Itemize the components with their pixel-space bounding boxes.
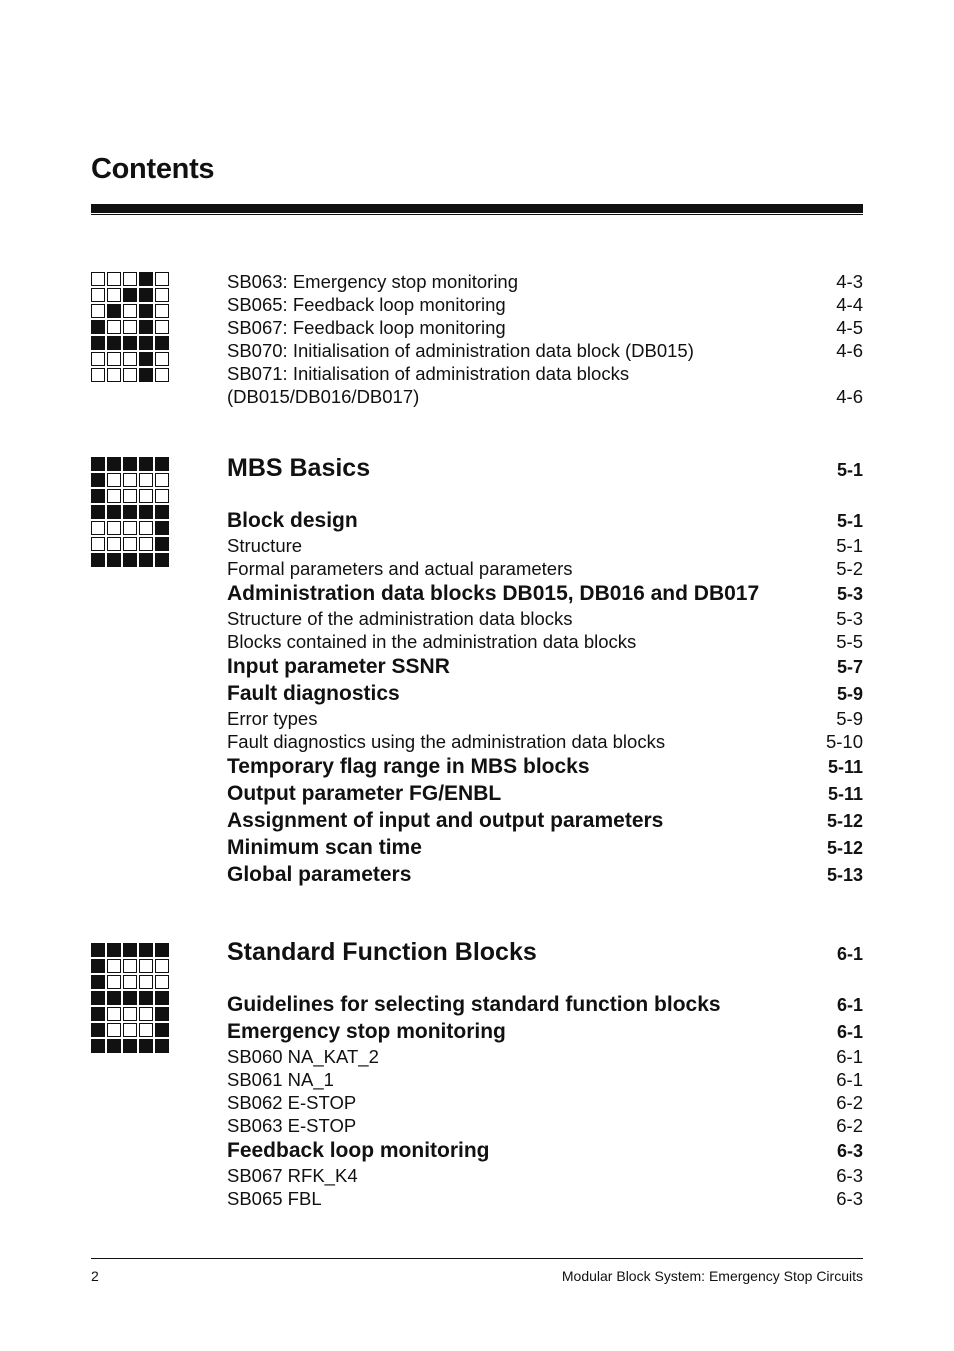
- toc-entry-title: Input parameter SSNR: [227, 655, 450, 678]
- toc-heading[interactable]: [227, 834, 863, 861]
- grid-cell-filled: [123, 457, 137, 471]
- toc-heading[interactable]: [227, 1018, 863, 1045]
- grid-cell-empty: [155, 368, 169, 382]
- grid-cell-filled: [91, 336, 105, 350]
- grid-cell-filled: [139, 336, 153, 350]
- toc-heading[interactable]: [227, 1137, 863, 1164]
- toc-entry-page: 5-1: [836, 535, 863, 556]
- toc-entry-title: SB067 RFK_K4: [227, 1165, 358, 1186]
- grid-cell-filled: [139, 368, 153, 382]
- grid-cell-filled: [107, 457, 121, 471]
- toc-entry-title: Fault diagnostics using the administration data blocks: [227, 731, 666, 752]
- grid-cell-filled: [139, 457, 153, 471]
- toc-entry-title: SB061 NA_1: [227, 1069, 334, 1090]
- toc-subheading[interactable]: [227, 362, 863, 385]
- toc-entry-title: Standard Function Blocks: [227, 938, 537, 966]
- toc-entry-page: 5-2: [836, 558, 863, 579]
- grid-cell-empty: [139, 975, 153, 989]
- toc-entry-title: Assignment of input and output parameters: [227, 809, 664, 832]
- grid-cell-filled: [139, 943, 153, 957]
- toc-entry-title: Feedback loop monitoring: [227, 1139, 490, 1162]
- grid-cell-filled: [91, 553, 105, 567]
- grid-cell-empty: [91, 288, 105, 302]
- grid-cell-empty: [123, 521, 137, 535]
- grid-cell-filled: [91, 320, 105, 334]
- grid-cell-empty: [139, 959, 153, 973]
- grid-cell-filled: [139, 991, 153, 1005]
- grid-cell-empty: [91, 352, 105, 366]
- grid-cell-empty: [107, 368, 121, 382]
- grid-cell-filled: [139, 352, 153, 366]
- grid-cell-filled: [107, 304, 121, 318]
- grid-cell-filled: [91, 975, 105, 989]
- grid-cell-empty: [123, 368, 137, 382]
- toc-heading[interactable]: [227, 991, 863, 1018]
- grid-cell-filled: [107, 943, 121, 957]
- toc-entry-page: 6-3: [836, 1188, 863, 1209]
- grid-cell-filled: [91, 489, 105, 503]
- grid-cell-filled: [91, 959, 105, 973]
- grid-cell-filled: [91, 1023, 105, 1037]
- toc-entry-page: 4-4: [836, 294, 863, 315]
- toc-heading[interactable]: [227, 861, 863, 888]
- toc-entry-page: 6-1: [836, 1022, 863, 1042]
- grid-cell-empty: [107, 489, 121, 503]
- toc-subheading[interactable]: [227, 707, 863, 730]
- grid-cell-filled: [91, 505, 105, 519]
- grid-cell-filled: [155, 1023, 169, 1037]
- grid-cell-empty: [139, 473, 153, 487]
- toc-entry-page: 5-12: [826, 838, 863, 858]
- grid-cell-filled: [155, 991, 169, 1005]
- grid-cell-empty: [155, 473, 169, 487]
- toc-subheading[interactable]: [227, 534, 863, 557]
- toc-entry-page: 5-10: [825, 731, 863, 752]
- toc-entry-title: SB070: Initialisation of administration data block (DB015): [227, 340, 694, 361]
- toc-entry-title: Formal parameters and actual parameters: [227, 558, 573, 579]
- grid-cell-filled: [91, 991, 105, 1005]
- grid-cell-empty: [107, 975, 121, 989]
- toc-entry-page: 5-5: [836, 631, 863, 652]
- toc-entry-page: 6-3: [836, 1165, 863, 1186]
- grid-cell-filled: [107, 991, 121, 1005]
- toc-entry-title: SB065: Feedback loop monitoring: [227, 294, 506, 315]
- grid-cell-filled: [155, 1007, 169, 1021]
- grid-cell-empty: [123, 304, 137, 318]
- grid-cell-empty: [107, 521, 121, 535]
- grid-cell-filled: [139, 304, 153, 318]
- title-rule: [91, 204, 863, 213]
- toc-entry-page: 6-1: [836, 1069, 863, 1090]
- toc-entry-title: Administration data blocks DB015, DB016 and DB017: [227, 582, 760, 605]
- grid-cell-empty: [107, 1007, 121, 1021]
- toc-subheading[interactable]: [227, 339, 863, 362]
- grid-cell-empty: [155, 959, 169, 973]
- toc-heading[interactable]: [227, 507, 863, 534]
- grid-cell-empty: [123, 489, 137, 503]
- toc-entry-title: Output parameter FG/ENBL: [227, 782, 502, 805]
- toc-subheading[interactable]: [227, 1114, 863, 1137]
- toc-entry-page: 4-6: [836, 386, 863, 407]
- toc-subheading[interactable]: [227, 607, 863, 630]
- toc-entry-page: 5-3: [836, 608, 863, 629]
- toc-entry-page: 4-5: [836, 317, 863, 338]
- grid-cell-empty: [123, 272, 137, 286]
- grid-cell-empty: [123, 1007, 137, 1021]
- toc-entry-page: 5-9: [836, 708, 863, 729]
- toc-entry-page: 5-7: [836, 657, 863, 677]
- grid-cell-filled: [91, 457, 105, 471]
- grid-cell-filled: [91, 943, 105, 957]
- grid-cell-empty: [107, 537, 121, 551]
- toc-subheading[interactable]: [227, 630, 863, 653]
- toc-subheading[interactable]: [227, 270, 863, 293]
- grid-cell-empty: [155, 304, 169, 318]
- toc-entry-title: Minimum scan time: [227, 836, 422, 859]
- toc-entry-page: 5-1: [836, 460, 863, 480]
- toc-spacer: [227, 483, 863, 507]
- grid-cell-empty: [155, 352, 169, 366]
- toc-entry-page: 5-1: [836, 511, 863, 531]
- toc-heading[interactable]: [227, 680, 863, 707]
- toc-subheading[interactable]: [227, 385, 863, 408]
- grid-cell-empty: [123, 473, 137, 487]
- grid-cell-filled: [123, 943, 137, 957]
- grid-cell-filled: [107, 505, 121, 519]
- grid-cell-filled: [91, 1007, 105, 1021]
- title-rule-thin: [91, 214, 863, 215]
- toc-entry-title: SB067: Feedback loop monitoring: [227, 317, 506, 338]
- grid-cell-filled: [155, 1039, 169, 1053]
- grid-cell-empty: [107, 1023, 121, 1037]
- grid-cell-filled: [139, 505, 153, 519]
- toc-entry-title: Global parameters: [227, 863, 412, 886]
- grid-cell-empty: [139, 537, 153, 551]
- grid-cell-empty: [155, 320, 169, 334]
- toc-entry-title: Blocks contained in the administration data blocks: [227, 631, 637, 652]
- grid-cell-filled: [107, 1039, 121, 1053]
- grid-cell-empty: [107, 272, 121, 286]
- toc-entry-page: 5-11: [827, 757, 863, 777]
- grid-cell-empty: [123, 1023, 137, 1037]
- toc-subheading[interactable]: [227, 1091, 863, 1114]
- grid-cell-empty: [107, 473, 121, 487]
- grid-cell-empty: [91, 272, 105, 286]
- grid-cell-empty: [123, 320, 137, 334]
- toc-entry-page: 5-12: [826, 811, 863, 831]
- footer-page-number: 2: [91, 1268, 99, 1284]
- toc-entry-title: SB062 E-STOP: [227, 1092, 357, 1113]
- toc-subheading[interactable]: [227, 730, 863, 753]
- toc-subheading[interactable]: [227, 1187, 863, 1210]
- toc-entry-page: 5-9: [836, 684, 863, 704]
- grid-cell-empty: [91, 537, 105, 551]
- chapter-digit-grid-icon: [91, 272, 169, 382]
- grid-cell-empty: [139, 521, 153, 535]
- toc-heading[interactable]: [227, 753, 863, 780]
- grid-cell-empty: [155, 975, 169, 989]
- grid-cell-filled: [155, 943, 169, 957]
- toc-entry-page: 6-2: [836, 1092, 863, 1113]
- toc-entries: [227, 453, 863, 888]
- chapter-digit-grid-icon: [91, 457, 169, 567]
- toc-entry-page: 4-6: [836, 340, 863, 361]
- grid-cell-empty: [123, 959, 137, 973]
- grid-cell-empty: [107, 288, 121, 302]
- toc-entry-title: Structure of the administration data blocks: [227, 608, 573, 629]
- grid-cell-filled: [155, 336, 169, 350]
- chapter-digit-grid-icon: [91, 943, 169, 1053]
- toc-entry-page: 4-3: [836, 271, 863, 292]
- grid-cell-empty: [139, 1023, 153, 1037]
- footer-document-title: Modular Block System: Emergency Stop Circuits: [561, 1268, 863, 1284]
- toc-entries: [227, 270, 863, 408]
- grid-cell-empty: [123, 537, 137, 551]
- toc-entry-page: 6-1: [836, 944, 863, 964]
- toc-entry-title: (DB015/DB016/DB017): [227, 386, 420, 407]
- toc-entry-title: SB063: Emergency stop monitoring: [227, 271, 519, 292]
- toc-heading[interactable]: [227, 653, 863, 680]
- grid-cell-empty: [91, 368, 105, 382]
- grid-cell-empty: [91, 521, 105, 535]
- toc-chapter[interactable]: [227, 937, 863, 967]
- grid-cell-filled: [155, 553, 169, 567]
- toc-entry-title: SB071: Initialisation of administration data blocks: [227, 363, 630, 384]
- grid-cell-empty: [107, 320, 121, 334]
- toc-subheading[interactable]: [227, 1068, 863, 1091]
- grid-cell-empty: [91, 304, 105, 318]
- grid-cell-empty: [123, 352, 137, 366]
- toc-entry-page: 5-3: [836, 584, 863, 604]
- grid-cell-filled: [139, 553, 153, 567]
- grid-cell-filled: [139, 320, 153, 334]
- grid-cell-empty: [139, 1007, 153, 1021]
- toc-entry-title: Structure: [227, 535, 303, 556]
- toc-subheading[interactable]: [227, 557, 863, 580]
- toc-heading[interactable]: [227, 780, 863, 807]
- toc-entry-title: SB060 NA_KAT_2: [227, 1046, 379, 1067]
- grid-cell-filled: [123, 505, 137, 519]
- toc-spacer: [227, 967, 863, 991]
- grid-cell-filled: [139, 1039, 153, 1053]
- toc-heading[interactable]: [227, 807, 863, 834]
- grid-cell-filled: [123, 553, 137, 567]
- toc-entry-title: SB063 E-STOP: [227, 1115, 357, 1136]
- toc-entry-title: Error types: [227, 708, 318, 729]
- grid-cell-filled: [107, 336, 121, 350]
- toc-entry-title: Temporary flag range in MBS blocks: [227, 755, 590, 778]
- grid-cell-filled: [139, 272, 153, 286]
- grid-cell-filled: [155, 521, 169, 535]
- toc-entry-title: MBS Basics: [227, 454, 371, 482]
- toc-subheading[interactable]: [227, 1164, 863, 1187]
- toc-entry-page: 5-11: [827, 784, 863, 804]
- grid-cell-empty: [107, 352, 121, 366]
- grid-cell-filled: [91, 1039, 105, 1053]
- grid-cell-empty: [123, 975, 137, 989]
- toc-entry-title: Block design: [227, 509, 358, 532]
- toc-entry-title: SB065 FBL: [227, 1188, 322, 1209]
- grid-cell-empty: [139, 489, 153, 503]
- toc-entry-title: Emergency stop monitoring: [227, 1020, 506, 1043]
- grid-cell-filled: [123, 336, 137, 350]
- toc-entries: [227, 937, 863, 1210]
- page-title: Contents: [91, 153, 215, 185]
- toc-subheading[interactable]: [227, 316, 863, 339]
- toc-chapter[interactable]: [227, 453, 863, 483]
- toc-subheading[interactable]: [227, 293, 863, 316]
- toc-entry-page: 5-13: [826, 865, 863, 885]
- grid-cell-filled: [155, 457, 169, 471]
- grid-cell-filled: [107, 553, 121, 567]
- toc-entry-page: 6-1: [836, 995, 863, 1015]
- toc-heading[interactable]: [227, 580, 863, 607]
- toc-entry-title: Guidelines for selecting standard function blocks: [227, 993, 721, 1016]
- grid-cell-filled: [155, 537, 169, 551]
- toc-subheading[interactable]: [227, 1045, 863, 1068]
- toc-entry-page: 6-1: [836, 1046, 863, 1067]
- grid-cell-filled: [123, 1039, 137, 1053]
- grid-cell-empty: [155, 489, 169, 503]
- footer-rule: [91, 1258, 863, 1259]
- grid-cell-empty: [155, 272, 169, 286]
- toc-entry-page: 6-3: [836, 1141, 863, 1161]
- toc-entry-page: 6-2: [836, 1115, 863, 1136]
- grid-cell-filled: [123, 991, 137, 1005]
- grid-cell-empty: [155, 288, 169, 302]
- grid-cell-filled: [91, 473, 105, 487]
- grid-cell-empty: [107, 959, 121, 973]
- toc-entry-title: Fault diagnostics: [227, 682, 400, 705]
- grid-cell-filled: [123, 288, 137, 302]
- grid-cell-filled: [139, 288, 153, 302]
- grid-cell-filled: [155, 505, 169, 519]
